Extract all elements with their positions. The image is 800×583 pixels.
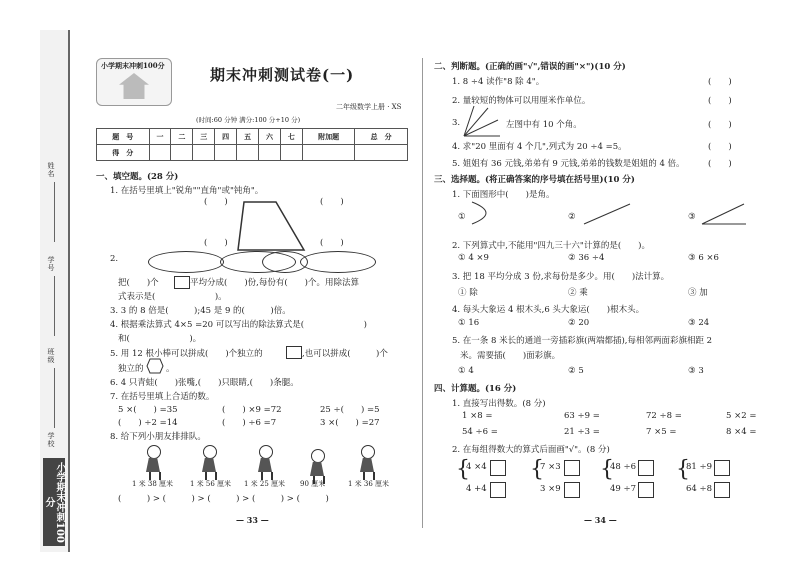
score-cell: 七 [280, 129, 302, 145]
calc-item: 1 ×8 = [462, 411, 493, 421]
check-box[interactable] [638, 482, 654, 498]
judge-paren[interactable]: ( ) [708, 142, 732, 152]
check-box[interactable] [714, 482, 730, 498]
compare-expr: 4 ×4 [466, 462, 487, 472]
series-logo [96, 58, 172, 106]
choice-4: 4. 每头大象运 4 根木头,6 头大象运( )根木头。 [452, 305, 645, 315]
judge-3: 左图中有 10 个角。 [506, 120, 582, 130]
series-badge: 小学期末冲刺100分 [43, 458, 65, 546]
choice-2: 2. 下列算式中,不能用"四九三十六"计算的是( )。 [452, 241, 650, 251]
compare-expr: 48 ÷6 [610, 462, 637, 472]
logo-text: 小学期末冲刺100分 [101, 61, 165, 70]
check-box[interactable] [714, 460, 730, 476]
eq-cell: 3 ×( ) =27 [320, 418, 380, 428]
eq-cell: ( ) ×9 =72 [222, 405, 282, 415]
question-2-c: 式表示是( )。 [118, 292, 227, 302]
judge-1: 1. 8 ÷4 读作"8 除 4"。 [452, 77, 545, 87]
option-label[interactable]: ② 20 [568, 318, 590, 328]
score-cell: 一 [149, 129, 171, 145]
child-figure [254, 445, 276, 479]
height-label: 1 米 25 厘米 [244, 480, 286, 488]
option-label[interactable]: ② 5 [568, 366, 584, 376]
option-label[interactable]: ③ 24 [688, 318, 710, 328]
time-score-info: (时间:60 分钟 满分:100 分+10 分) [196, 116, 301, 124]
question-6: 6. 4 只青蛙( )张嘴,( )只眼睛,( )条腿。 [110, 378, 299, 388]
check-box[interactable] [564, 482, 580, 498]
option-label[interactable]: ① 4 ×9 [458, 253, 489, 263]
score-table-score-row [97, 145, 408, 161]
question-8: 8. 给下列小朋友排排队。 [110, 432, 206, 442]
section-3-heading: 三、选择题。(将正确答案的序号填在括号里)(10 分) [434, 175, 635, 185]
calc-item: 7 ×5 = [646, 427, 677, 437]
fruit-group [148, 251, 224, 273]
brace: { [456, 457, 470, 482]
question-2-a: 把( )个 [118, 278, 159, 288]
compare-expr: 64 ÷8 [686, 484, 713, 494]
question-5b: ,也可以拼成( )个 [302, 349, 388, 359]
score-input-cell[interactable] [355, 145, 408, 161]
question-5a: 5. 用 12 根小棒可以拼成( )个独立的 [110, 349, 263, 359]
score-input-cell[interactable] [280, 145, 302, 161]
trapezoid-figure [236, 200, 306, 252]
score-cell: 附加题 [302, 129, 355, 145]
calc-item: 21 ÷3 = [564, 427, 600, 437]
eq-cell: ( ) ÷6 =7 [222, 418, 277, 428]
option-label[interactable]: ① 4 [458, 366, 474, 376]
calc-item: 54 ÷6 = [462, 427, 498, 437]
question-4b: 和( )。 [118, 334, 202, 344]
calc-item: 8 ×4 = [726, 427, 757, 437]
section-1-heading: 一、填空题。(28 分) [96, 172, 179, 182]
height-label: 1 米 36 厘米 [348, 480, 390, 488]
side-number-label: 学号 [47, 256, 55, 272]
option-label[interactable]: ③ [688, 212, 696, 222]
height-label: 90 厘米 [300, 480, 326, 488]
brace: { [600, 457, 614, 482]
question-4a: 4. 根据乘法算式 4×5 =20 可以写出的除法算式是( ) [110, 320, 367, 330]
judge-3-number: 3. [452, 118, 461, 128]
hexagon-icon [146, 358, 164, 374]
section-4-heading: 四、计算题。(16 分) [434, 384, 517, 394]
score-cell: 四 [215, 129, 237, 145]
fruit-icon [174, 276, 190, 289]
score-table [96, 128, 408, 161]
option-label[interactable]: ① 除 [458, 288, 478, 298]
house-icon [119, 73, 149, 99]
option-label[interactable]: ③ 6 ×6 [688, 253, 719, 263]
choice-1: 1. 下面图形中( )是角。 [452, 190, 555, 200]
answer-paren[interactable]: ( ) [204, 197, 228, 207]
grade-label: 二年级数学上册 · XS [336, 103, 402, 111]
height-label: 1 米 56 厘米 [190, 480, 232, 488]
score-cell: 六 [259, 129, 281, 145]
page-title: 期末冲刺测试卷(一) [210, 66, 355, 84]
calc-item: 72 ÷8 = [646, 411, 682, 421]
check-box[interactable] [638, 460, 654, 476]
calc-1: 1. 直接写出得数。(8 分) [452, 399, 546, 409]
score-cell: 总 分 [355, 129, 408, 145]
page-divider [422, 58, 423, 528]
option-label[interactable]: ② 36 ÷4 [568, 253, 605, 263]
angle-figure [700, 202, 748, 226]
compare-expr: 4 +4 [466, 484, 487, 494]
child-figure [306, 449, 328, 483]
choice-5a: 5. 在一条 8 米长的通道一旁插彩旗(两端都插),每相邻两面彩旗相距 2 [452, 336, 713, 346]
score-cell: 题 号 [97, 129, 150, 145]
question-5d: 。 [166, 364, 175, 374]
score-input-cell[interactable] [171, 145, 193, 161]
score-input-cell[interactable] [215, 145, 237, 161]
brace: { [530, 457, 544, 482]
score-input-cell[interactable] [193, 145, 215, 161]
choice-5b: 米。需要插( )面彩旗。 [460, 351, 561, 361]
choice-3: 3. 把 18 平均分成 3 份,求每份是多少。用( )法计算。 [452, 272, 670, 282]
brace: { [676, 457, 690, 482]
angle-rays-figure [462, 104, 502, 138]
child-figure [142, 445, 164, 479]
option-label[interactable]: ② 乘 [568, 288, 588, 298]
question-3: 3. 3 的 8 倍是( );45 是 9 的( )倍。 [110, 306, 291, 316]
score-table-header-row [97, 129, 408, 145]
score-cell: 二 [171, 129, 193, 145]
answer-paren[interactable]: ( ) [320, 238, 344, 248]
judge-5: 5. 姐姐有 36 元钱,弟弟有 9 元钱,弟弟的钱数是姐姐的 4 倍。 [452, 159, 685, 169]
height-label: 1 米 38 厘米 [132, 480, 174, 488]
question-7: 7. 在括号里填上合适的数。 [110, 392, 215, 402]
side-school-label: 学校 [47, 432, 55, 448]
order-answer-line[interactable]: ( ) > ( ) > ( ) > ( ) > ( ) [118, 494, 329, 504]
score-cell: 三 [193, 129, 215, 145]
answer-paren[interactable]: ( ) [204, 238, 228, 248]
question-5c: 独立的 [118, 364, 144, 374]
side-line [54, 368, 55, 428]
compare-expr: 81 ÷9 [686, 462, 713, 472]
check-box[interactable] [490, 460, 506, 476]
option-label[interactable]: ① [458, 212, 466, 222]
question-2-number: 2. [110, 254, 119, 264]
question-2-b: 平均分成( )份,每份有( )个。用除法算 [190, 278, 359, 288]
eq-cell: 5 ×( ) =35 [118, 405, 178, 415]
fruit-group [300, 251, 376, 273]
score-input-cell[interactable] [149, 145, 171, 161]
side-class-label: 班级 [47, 348, 55, 364]
calc-item: 63 ÷9 = [564, 411, 600, 421]
side-line [54, 182, 55, 242]
arc-figure [470, 200, 500, 226]
option-label[interactable]: ③ 加 [688, 288, 708, 298]
judge-paren[interactable]: ( ) [708, 159, 732, 169]
page-number: — 34 — [584, 515, 617, 525]
side-name-label: 姓名 [47, 162, 55, 178]
score-input-cell[interactable] [259, 145, 281, 161]
child-figure [198, 445, 220, 479]
judge-paren[interactable]: ( ) [708, 77, 732, 87]
judge-paren[interactable]: ( ) [708, 96, 732, 106]
square-icon [286, 346, 302, 359]
answer-paren[interactable]: ( ) [320, 197, 344, 207]
option-label[interactable]: ③ 3 [688, 366, 704, 376]
score-cell: 五 [237, 129, 259, 145]
line-segment-figure [582, 202, 632, 226]
option-label[interactable]: ① 16 [458, 318, 480, 328]
judge-paren[interactable]: ( ) [708, 120, 732, 130]
judge-4: 4. 求"20 里面有 4 个几",列式为 20 ÷4 =5。 [452, 142, 627, 152]
page-number: — 33 — [236, 515, 269, 525]
eq-cell: ( ) ÷2 =14 [118, 418, 178, 428]
compare-expr: 7 ×3 [540, 462, 561, 472]
compare-expr: 3 ×9 [540, 484, 561, 494]
calc-item: 5 ×2 = [726, 411, 757, 421]
score-input-cell[interactable] [237, 145, 259, 161]
compare-expr: 49 ÷7 [610, 484, 637, 494]
binding-strip [40, 30, 70, 552]
section-2-heading: 二、判断题。(正确的画"√",错误的画"×")(10 分) [434, 62, 626, 72]
question-1: 1. 在括号里填上"锐角""直角"或"钝角"。 [110, 186, 264, 196]
score-row-label: 得 分 [97, 145, 150, 161]
side-line [54, 276, 55, 336]
calc-2: 2. 在每组得数大的算式后面画"√"。(8 分) [452, 445, 610, 455]
eq-cell: 25 ÷( ) =5 [320, 405, 380, 415]
option-label[interactable]: ② [568, 212, 576, 222]
check-box[interactable] [490, 482, 506, 498]
child-figure [356, 445, 378, 479]
score-input-cell[interactable] [302, 145, 355, 161]
judge-2: 2. 量较短的物体可以用厘米作单位。 [452, 96, 591, 106]
check-box[interactable] [564, 460, 580, 476]
